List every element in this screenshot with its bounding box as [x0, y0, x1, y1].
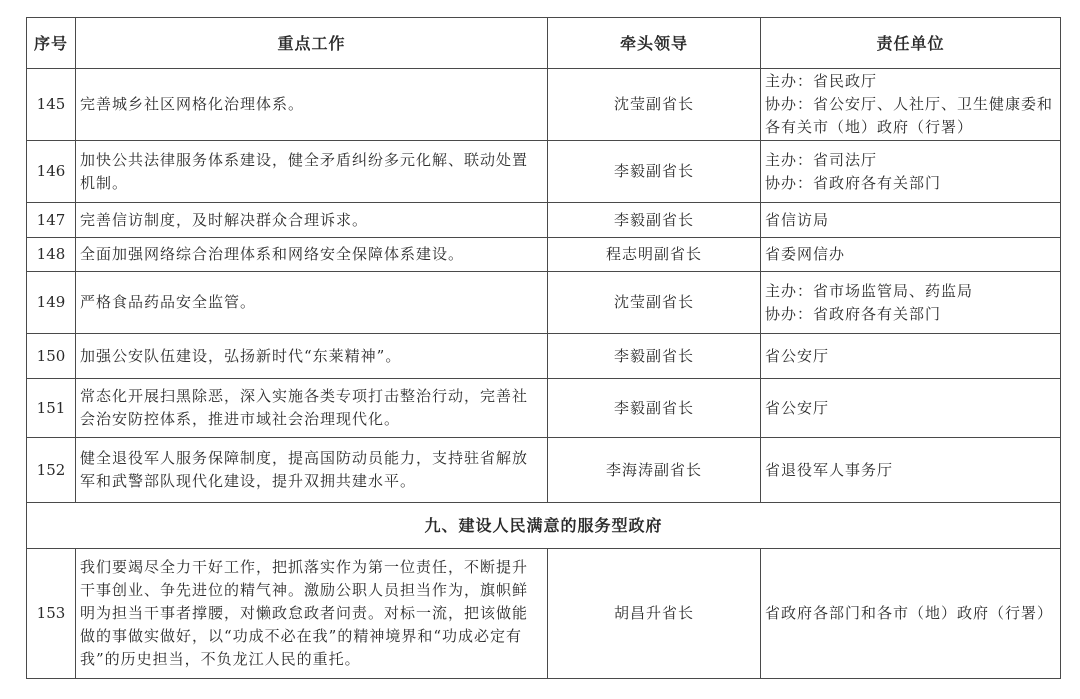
- unit-line: 协办：省政府各有关部门: [765, 304, 942, 323]
- table-row: [27, 69, 1061, 141]
- row-work: 我们要竭尽全力干好工作，把抓落实作为第一位责任，不断提升干事创业、争先进位的精气神。激励公职人员担当作为，旗帜鲜明为担当干事者撑腰，对懒政怠政者问责。对标一流，把该做能做的事做实做好，以“功成不必在我”的精神境界和“功成必定有我”的历史担当，不负龙江人民的重托。: [76, 549, 548, 679]
- row-number: 152: [27, 438, 76, 503]
- table-row: [27, 141, 1061, 203]
- row-unit: [761, 272, 1061, 334]
- row-unit: [761, 141, 1061, 203]
- unit-line: 主办：省司法厅: [765, 150, 878, 169]
- row-leader: 沈莹副省长: [548, 69, 761, 141]
- row-work: 完善信访制度，及时解决群众合理诉求。: [76, 203, 548, 238]
- row-unit: [761, 69, 1061, 141]
- row-work: 常态化开展扫黑除恶，深入实施各类专项打击整治行动，完善社会治安防控体系，推进市域社会治理现代化。: [76, 379, 548, 438]
- row-work: 加快公共法律服务体系建设，健全矛盾纠纷多元化解、联动处置机制。: [76, 141, 548, 203]
- row-leader: 程志明副省长: [548, 238, 761, 272]
- row-leader: 沈莹副省长: [548, 272, 761, 334]
- row-unit: 省委网信办: [761, 238, 1061, 272]
- row-unit: 省公安厅: [761, 334, 1061, 379]
- row-unit: 省退役军人事务厅: [761, 438, 1061, 503]
- header-work: 重点工作: [76, 18, 548, 69]
- section-heading: 九、建设人民满意的服务型政府: [27, 503, 1061, 549]
- row-number: 147: [27, 203, 76, 238]
- row-number: 146: [27, 141, 76, 203]
- row-unit: 省政府各部门和各市（地）政府（行署）: [761, 549, 1061, 679]
- row-leader: 胡昌升省长: [548, 549, 761, 679]
- header-leader: 牵头领导: [548, 18, 761, 69]
- table-row: [27, 203, 1061, 238]
- row-unit: 省信访局: [761, 203, 1061, 238]
- table-row: [27, 272, 1061, 334]
- table-row: [27, 438, 1061, 503]
- row-number: 149: [27, 272, 76, 334]
- row-leader: 李毅副省长: [548, 334, 761, 379]
- row-work: 严格食品药品安全监管。: [76, 272, 548, 334]
- header-unit: 责任单位: [761, 18, 1061, 69]
- row-number: 153: [27, 549, 76, 679]
- unit-line: 协办：省公安厅、人社厅、卫生健康委和各有关市（地）政府（行署）: [765, 95, 1054, 136]
- row-number: 151: [27, 379, 76, 438]
- table-header-row: [27, 18, 1061, 69]
- table-row: [27, 549, 1061, 679]
- row-number: 145: [27, 69, 76, 141]
- row-number: 148: [27, 238, 76, 272]
- row-work: 加强公安队伍建设，弘扬新时代“东莱精神”。: [76, 334, 548, 379]
- key-work-table: [26, 17, 1061, 679]
- unit-line: 协办：省政府各有关部门: [765, 173, 942, 192]
- row-leader: 李毅副省长: [548, 203, 761, 238]
- row-leader: 李毅副省长: [548, 379, 761, 438]
- unit-line: 主办：省市场监管局、药监局: [765, 281, 974, 300]
- table-row: [27, 379, 1061, 438]
- header-seq: 序号: [27, 18, 76, 69]
- row-work: 完善城乡社区网格化治理体系。: [76, 69, 548, 141]
- row-unit: 省公安厅: [761, 379, 1061, 438]
- row-leader: 李海涛副省长: [548, 438, 761, 503]
- row-leader: 李毅副省长: [548, 141, 761, 203]
- row-work: 全面加强网络综合治理体系和网络安全保障体系建设。: [76, 238, 548, 272]
- row-work: 健全退役军人服务保障制度，提高国防动员能力，支持驻省解放军和武警部队现代化建设，提升双拥共建水平。: [76, 438, 548, 503]
- row-number: 150: [27, 334, 76, 379]
- section-row: [27, 503, 1061, 549]
- table-row: [27, 238, 1061, 272]
- unit-line: 主办：省民政厅: [765, 72, 878, 90]
- table-row: [27, 334, 1061, 379]
